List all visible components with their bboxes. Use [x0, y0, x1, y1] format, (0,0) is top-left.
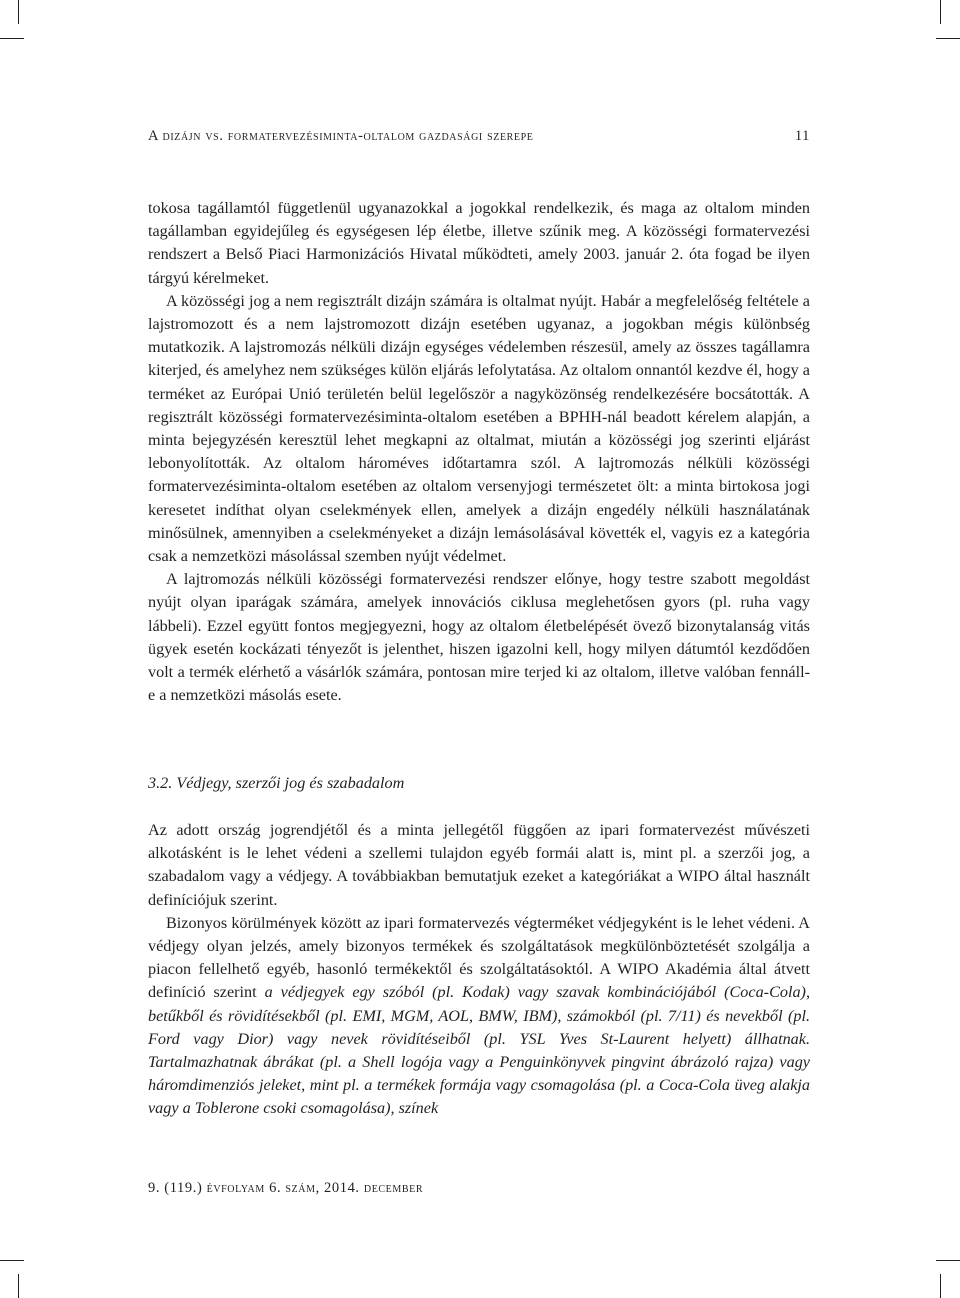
page-number: 11 [794, 128, 810, 144]
running-title: A dizájn vs. formatervezésiminta-oltalom gazdasági szerepe [148, 128, 534, 144]
crop-mark-top-left [18, 0, 19, 24]
section-1-body [148, 197, 810, 707]
crop-mark-bottom-right-h [936, 1260, 960, 1261]
paragraph-4: Az adott ország jogrendjétől és a minta jellegétől függően az ipari formatervezést művészeti alkotásként is le lehet védeni a szellemi tulajdon egyéb formái alatt is, mint pl. a szerzői jog, a szabadalom vagy a védjegy. A továbbiakban bemutatjuk ezeket a kategóriákat a WIPO által használt definíciójuk szerint. [148, 821, 810, 909]
crop-mark-bottom-left [18, 1274, 19, 1298]
paragraph-1: tokosa tagállamtól függetlenül ugyanazokkal a jogokkal rendelkezik, és maga az oltalom minden tagállamban egyidejűleg és egységesen lép életbe, illetve szűnik meg. A közösségi formatervezési rendszert a Belső Piaci Harmonizációs Hivatal működteti, amely 2003. január 2. óta fogad be ilyen tárgyú kérelmeket. [148, 199, 810, 287]
issue-footer: 9. (119.) évfolyam 6. szám, 2014. december [148, 1180, 424, 1196]
paragraph-5 [148, 912, 810, 1121]
crop-mark-top-right [940, 0, 941, 24]
crop-mark-bottom-right [940, 1274, 941, 1298]
crop-mark-bottom-left-h [0, 1260, 24, 1261]
crop-mark-top-right-h [936, 38, 960, 39]
section-2-body [148, 819, 810, 1121]
section-heading: 3.2. Védjegy, szerzői jog és szabadalom [148, 774, 405, 792]
paragraph-3: A lajtromozás nélküli közösségi formatervezési rendszer előnye, hogy testre szabott megoldást nyújt olyan iparágak számára, amelyek innovációs ciklusa meglehetősen gyors (pl. ruha vagy lábbeli). Ezzel együtt fontos megjegyezni, hogy az oltalom életbelépését övező bizonytalanság vitás ügyek esetén kockázati tényezőt is jelenthet, hiszen igazolni kell, hogy milyen dátumtól kezdődően volt a termék elérhető a vásárlók számára, pontosan mire terjed ki az oltalom, illetve valóban fennáll-e a nemzetközi másolás esete. [148, 570, 810, 705]
paragraph-2: A közösségi jog a nem regisztrált dizájn számára is oltalmat nyújt. Habár a megfelelőség feltétele a lajstromozott és a nem lajstromozott dizájn esetében ugyanaz, a jogokban mégis különbség mutatkozik. A lajstromozás nélküli dizájn egységes védelemben részesül, amely az összes tagállamra kiterjed, és amelyhez nem szükséges külön eljárás lefolytatása. Az oltalom onnantól kezdve él, hogy a terméket az Európai Unió területén belül legelőször a nagyközönség rendelkezésére bocsátották. A regisztrált közösségi formatervezésiminta-oltalom esetében a BPHH-nál beadott kérelem alapján, a minta bejegyzésén keresztül lehet megkapni az oltalmat, miután a közösségi jog szerinti eljárást lebonyolították. Az oltalom hároméves időtartamra szól. A lajtromozás nélküli közösségi formatervezésiminta-oltalom esetében az oltalom versenyjogi természetet ölt: a minta birtokosa jogi keresetet indíthat olyan cselekmények ellen, amelyek a dizájn engedély nélküli használatának minősülnek, amennyiben a cselekményeket a dizájn lemásolásával követték el, vagyis ez a kategória csak a nemzetközi másolással szemben nyújt védelmet. [148, 291, 810, 566]
paragraph-5-text: Bizonyos körülmények között az ipari formatervezés végterméket védjegyként is le lehet védeni. A védjegy olyan jelzés, amely bizonyos termékek és szolgáltatások megkülönböztetését szolgálja a piacon fellelhető egyéb, hasonló termékektől és szolgáltatásoktól. A WIPO Akadémia által átvett definíció szerint [148, 913, 810, 1002]
paragraph-5-quote: a védjegyek egy szóból (pl. Kodak) vagy szavak kombinációjából (Coca-Cola), betűkből és rövidítésekből (pl. EMI, MGM, AOL, BMW, IBM), számokból (pl. 7/11) és nevekből (pl. Ford vagy Dior) vagy nevek rövidítéseiből (pl. YSL Yves St-Laurent helyett) állhatnak. Tartalmazhatnak ábrákat (pl. a Shell logója vagy a Penguinkönyvek pingvint ábrázoló rajza) vagy háromdimenziós jeleket, mint pl. a termékek formája vagy csomagolása (pl. a Coca-Cola üveg alakja vagy a Toblerone csoki csomagolása), színek [148, 983, 810, 1118]
crop-mark-top-left-h [0, 38, 24, 39]
